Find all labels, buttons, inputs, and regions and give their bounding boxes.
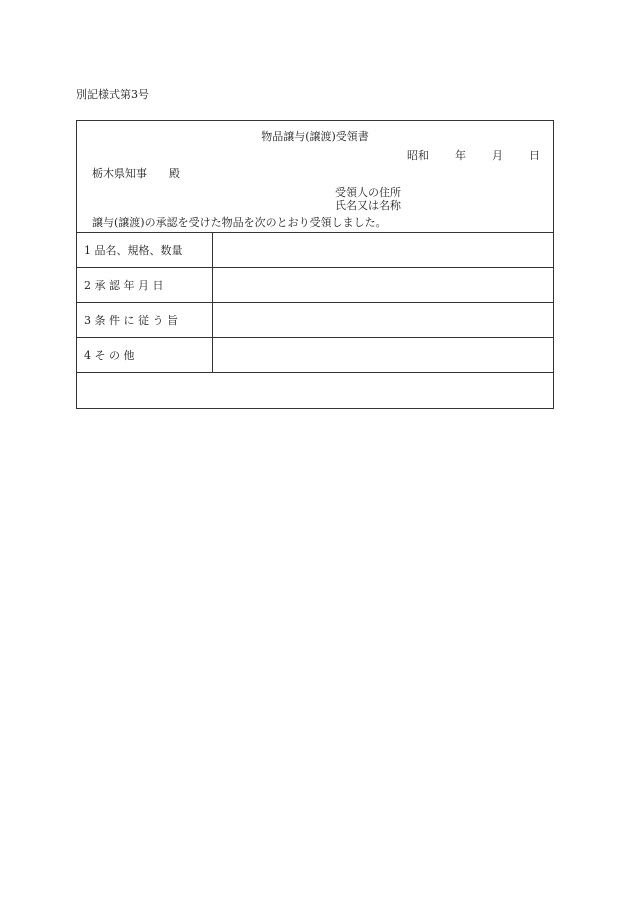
- form-number: 別記様式第3号: [76, 88, 149, 101]
- row-value-cell[interactable]: [213, 303, 553, 337]
- recipient-name-label: 氏名又は名称: [335, 199, 401, 212]
- table-row-item-spec: [77, 232, 553, 267]
- row-value-cell[interactable]: [213, 233, 553, 267]
- table-row-other: [77, 337, 553, 372]
- row-label-cell: [77, 303, 213, 337]
- date-day-unit: 日: [529, 149, 540, 162]
- date-month-unit: 月: [492, 149, 503, 162]
- row-label-cell: [77, 338, 213, 372]
- form-title: 物品譲与(譲渡)受領書: [261, 130, 369, 143]
- row-value-cell[interactable]: [213, 338, 553, 372]
- row-label-cell: [77, 268, 213, 302]
- table-row-approval-date: [77, 267, 553, 302]
- table-row-blank[interactable]: [77, 372, 553, 407]
- recipient-address-label: 受領人の住所: [335, 186, 401, 199]
- table-row-conditions: [77, 302, 553, 337]
- row-label: 3 条 件 に 従 う 旨: [84, 314, 178, 327]
- form-header: [77, 121, 553, 232]
- addressee: [92, 165, 180, 181]
- receipt-statement: 譲与(譲渡)の承認を受けた物品を次のとおり受領しました。: [92, 216, 387, 229]
- date-year-unit: 年: [455, 149, 466, 162]
- row-label: 2 承 認 年 月 日: [84, 279, 164, 292]
- row-label: 1 品名、規格、数量: [84, 244, 183, 257]
- addressee-name: 栃木県知事: [92, 167, 147, 180]
- row-value-cell[interactable]: [213, 268, 553, 302]
- receipt-form: [76, 120, 554, 409]
- row-label: 4 そ の 他: [84, 349, 135, 362]
- row-label-cell: [77, 233, 213, 267]
- date-era: 昭和: [407, 149, 429, 162]
- item-table: [77, 232, 553, 407]
- addressee-suffix: 殿: [169, 167, 180, 180]
